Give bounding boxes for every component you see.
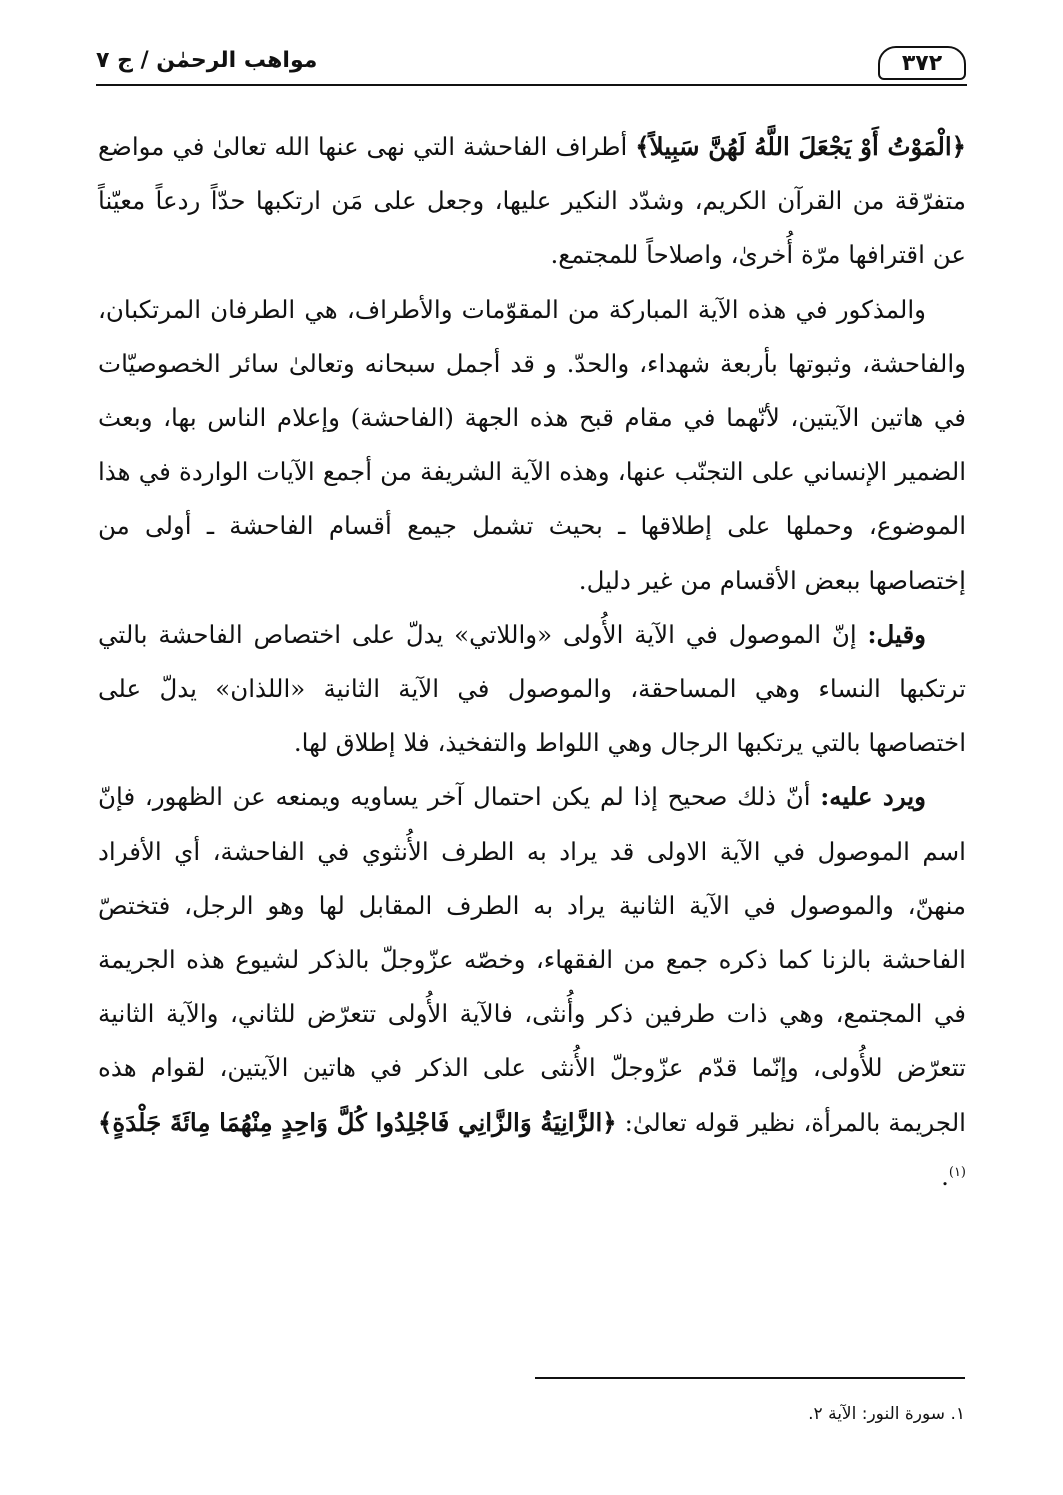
footnote: ١. سورة النور: الآية ٢. — [808, 1404, 965, 1424]
quran-verse: ﴿الْمَوْتُ أَوْ يَجْعَلَ اللَّهُ لَهُنَّ سَبِيلاً﴾ — [635, 132, 966, 161]
paragraph-1 — [98, 120, 966, 283]
paragraph-text: إنّ الموصول في الآية الأُولى «واللاتي» يدلّ على اختصاص الفاحشة بالتي ترتكبها النساء وهي المساحقة، والموصول في الآية الثانية «اللذان» يدلّ على اختصاصها بالتي يرتكبها الرجال وهي اللواط والتفخيذ، فلا إطلاق لها. — [98, 619, 966, 758]
paragraph-3 — [98, 608, 966, 771]
paragraph-lead: ويرد عليه: — [820, 782, 926, 812]
page-number-frame — [878, 46, 966, 80]
page-number: ٣٧٢ — [901, 50, 943, 76]
paragraph-4 — [98, 770, 966, 1204]
footnote-ref[interactable]: (١) — [948, 1164, 966, 1180]
body-text — [98, 120, 966, 1204]
paragraph-lead: وقيل: — [867, 619, 926, 649]
paragraph-text: والمذكور في هذه الآية المباركة من المقوّمات والأطراف، هي الطرفان المرتكبان، والفاحشة، وثبوتها بأربعة شهداء، والحدّ. و قد أجمل سبحانه وتعالىٰ سائر الخصوصيّات في هاتين الآيتين، لأنّهما في مقام قبح هذه الجهة (الفاحشة) وإعلام الناس بها، وبعث الضمير الإنساني على التجنّب عنها، وهذه الآية الشريفة من أجمع الآيات الواردة في هذا الموضوع، وحملها على إطلاقها ـ بحيث تشمل جيمع أقسام الفاحشة ـ أولى من إختصاصها ببعض الأقسام من غير دليل. — [98, 294, 966, 595]
paragraph-end: . — [941, 1161, 949, 1191]
paragraph-text: أطراف الفاحشة التي نهى عنها الله تعالىٰ في مواضع متفرّقة من القرآن الكريم، وشدّد النكير عليها، وجعل على مَن ارتكبها حدّاً ردعاً معيّناً عن اقترافها مرّة أُخرىٰ، واصلاحاً للمجتمع. — [98, 132, 966, 270]
footnote-divider — [535, 1377, 965, 1379]
paragraph-text: أنّ ذلك صحيح إذا لم يكن احتمال آخر يساويه ويمنعه عن الظهور، فإنّ اسم الموصول في الآية الاولى قد يراد به الطرف الأُنثوي في الفاحشة، أي الأفراد منهنّ، والموصول في الآية الثانية يراد به الطرف المقابل لها وهو الرجل، فتختصّ الفاحشة بالزنا كما ذكره جمع من الفقهاء، وخصّه عزّوجلّ بالذكر لشيوع هذه الجريمة في المجتمع، وهي ذات طرفين ذكر وأُنثى، فالآية الأُولى تتعرّض للثاني، والآية الثانية تتعرّض للأُولى، وإنّما قدّم عزّوجلّ الأُنثى على الذكر في هاتين الآيتين، لقوام هذه الجريمة بالمرأة، نظير قوله تعالىٰ: — [98, 782, 966, 1137]
header-divider — [96, 84, 967, 86]
running-title: مواهب الرحمٰن / ج ٧ — [96, 48, 318, 73]
paragraph-2 — [98, 283, 966, 608]
quran-verse: ﴿الزَّانِيَةُ وَالزَّانِي فَاجْلِدُوا كُلَّ وَاحِدٍ مِنْهُمَا مِائَةَ جَلْدَةٍ﴾ — [98, 1107, 617, 1137]
